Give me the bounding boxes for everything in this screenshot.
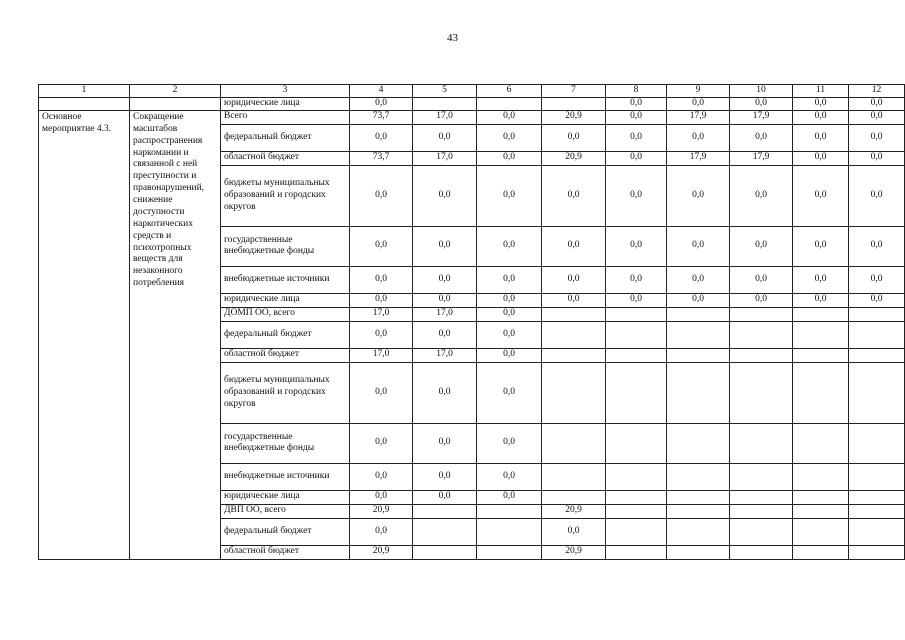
column-header: 6 [477,85,542,98]
value-cell [793,362,849,423]
value-cell [542,321,606,348]
value-cell: 0,0 [606,97,667,110]
value-cell [606,307,667,321]
column-header: 3 [221,85,350,98]
value-cell: 0,0 [793,165,849,226]
row-label: внебюджетные источники [221,463,350,490]
value-cell [849,307,905,321]
value-cell [849,348,905,362]
value-cell: 0,0 [849,266,905,293]
value-cell: 20,9 [542,504,606,518]
value-cell: 17,9 [730,151,793,165]
row-label: федеральный бюджет [221,321,350,348]
value-cell [667,423,730,463]
value-cell [849,490,905,504]
value-cell: 0,0 [849,97,905,110]
value-cell: 0,0 [477,165,542,226]
column-header: 4 [350,85,413,98]
value-cell: 17,9 [730,110,793,124]
value-cell: 17,9 [667,151,730,165]
value-cell [849,518,905,545]
value-cell: 17,0 [413,307,477,321]
value-cell: 73,7 [350,151,413,165]
row-label: федеральный бюджет [221,518,350,545]
value-cell: 0,0 [413,165,477,226]
value-cell: 0,0 [793,110,849,124]
value-cell: 0,0 [849,124,905,151]
value-cell: 0,0 [542,266,606,293]
row-label: ДОМП ОО, всего [221,307,350,321]
value-cell: 0,0 [730,124,793,151]
value-cell: 0,0 [477,226,542,266]
value-cell: 0,0 [606,151,667,165]
value-cell: 17,9 [667,110,730,124]
value-cell [542,362,606,423]
value-cell: 0,0 [413,293,477,307]
value-cell [667,518,730,545]
value-cell: 0,0 [606,110,667,124]
value-cell [793,545,849,559]
value-cell: 0,0 [542,293,606,307]
value-cell: 0,0 [350,266,413,293]
value-cell: 0,0 [542,518,606,545]
row-label: бюджеты муниципальных образований и городских округов [221,362,350,423]
value-cell [849,504,905,518]
value-cell: 0,0 [413,423,477,463]
row-label: областной бюджет [221,545,350,559]
row-label: внебюджетные источники [221,266,350,293]
value-cell [477,97,542,110]
value-cell: 17,0 [413,348,477,362]
value-cell [793,321,849,348]
value-cell [730,423,793,463]
value-cell: 17,0 [350,348,413,362]
value-cell: 0,0 [667,124,730,151]
value-cell: 0,0 [849,293,905,307]
value-cell: 17,0 [413,110,477,124]
value-cell: 0,0 [477,423,542,463]
column-header: 12 [849,85,905,98]
value-cell: 0,0 [477,490,542,504]
value-cell [793,423,849,463]
value-cell [477,504,542,518]
empty-cell [130,97,221,110]
row-label: федеральный бюджет [221,124,350,151]
value-cell [730,321,793,348]
row-label: бюджеты муниципальных образований и городских округов [221,165,350,226]
value-cell [542,423,606,463]
value-cell [730,504,793,518]
value-cell [849,423,905,463]
column-header: 5 [413,85,477,98]
value-cell: 0,0 [350,321,413,348]
value-cell [606,518,667,545]
value-cell: 0,0 [793,293,849,307]
value-cell: 0,0 [477,362,542,423]
value-cell: 0,0 [477,321,542,348]
value-cell [542,463,606,490]
value-cell: 0,0 [730,226,793,266]
value-cell: 0,0 [413,362,477,423]
value-cell: 0,0 [606,165,667,226]
value-cell [667,545,730,559]
value-cell: 0,0 [667,226,730,266]
value-cell: 0,0 [667,165,730,226]
value-cell: 0,0 [350,518,413,545]
value-cell [413,97,477,110]
activity-cell: Основное мероприятие 4.3. [39,110,130,559]
row-label: областной бюджет [221,348,350,362]
row-label: областной бюджет [221,151,350,165]
value-cell: 0,0 [413,124,477,151]
value-cell: 0,0 [730,293,793,307]
value-cell: 20,9 [350,545,413,559]
value-cell: 0,0 [849,226,905,266]
value-cell: 0,0 [793,151,849,165]
value-cell: 0,0 [730,97,793,110]
value-cell: 0,0 [606,293,667,307]
value-cell [793,518,849,545]
value-cell [606,348,667,362]
value-cell: 0,0 [413,226,477,266]
value-cell [542,97,606,110]
value-cell [667,362,730,423]
value-cell: 0,0 [350,97,413,110]
value-cell [667,348,730,362]
value-cell [849,545,905,559]
value-cell [730,518,793,545]
value-cell [542,348,606,362]
value-cell: 0,0 [667,97,730,110]
value-cell [849,463,905,490]
value-cell [606,490,667,504]
row-label: Всего [221,110,350,124]
row-label: ДВП ОО, всего [221,504,350,518]
value-cell: 0,0 [413,463,477,490]
row-label: юридические лица [221,97,350,110]
value-cell: 0,0 [477,307,542,321]
value-cell [667,463,730,490]
value-cell [667,490,730,504]
empty-cell [39,97,130,110]
value-cell: 0,0 [477,463,542,490]
value-cell: 0,0 [793,226,849,266]
row-label: юридические лица [221,293,350,307]
value-cell [793,348,849,362]
value-cell: 0,0 [849,151,905,165]
value-cell: 0,0 [350,293,413,307]
description-cell: Сокращение масштабов распространения наркомании и связанной с ней преступности и правонарушений, снижение доступности наркотических средств и психотропных веществ для незаконного потребления [130,110,221,559]
value-cell: 0,0 [793,97,849,110]
value-cell [730,362,793,423]
value-cell: 0,0 [477,266,542,293]
funding-table [38,84,905,560]
column-header: 10 [730,85,793,98]
value-cell [606,362,667,423]
value-cell: 0,0 [606,266,667,293]
value-cell: 17,0 [350,307,413,321]
page-number: 43 [447,32,458,44]
value-cell: 20,9 [350,504,413,518]
value-cell [793,463,849,490]
value-cell: 0,0 [477,293,542,307]
column-header: 8 [606,85,667,98]
value-cell: 0,0 [667,266,730,293]
value-cell [542,307,606,321]
value-cell [667,504,730,518]
value-cell [793,307,849,321]
value-cell [413,545,477,559]
value-cell: 0,0 [730,266,793,293]
value-cell [849,321,905,348]
value-cell: 17,0 [413,151,477,165]
row-label: юридические лица [221,490,350,504]
value-cell [793,504,849,518]
value-cell: 20,9 [542,545,606,559]
value-cell [730,545,793,559]
value-cell [730,307,793,321]
table-row [39,97,905,110]
column-header: 7 [542,85,606,98]
value-cell: 0,0 [542,226,606,266]
value-cell [730,490,793,504]
value-cell: 0,0 [730,165,793,226]
value-cell: 0,0 [542,124,606,151]
value-cell: 0,0 [350,490,413,504]
value-cell: 0,0 [849,165,905,226]
value-cell: 0,0 [477,110,542,124]
value-cell: 0,0 [542,165,606,226]
value-cell [477,518,542,545]
value-cell: 0,0 [606,124,667,151]
value-cell [606,321,667,348]
value-cell: 0,0 [350,124,413,151]
column-header: 9 [667,85,730,98]
value-cell [730,463,793,490]
value-cell: 0,0 [413,490,477,504]
value-cell: 20,9 [542,151,606,165]
value-cell: 0,0 [413,266,477,293]
value-cell: 0,0 [350,423,413,463]
value-cell [667,321,730,348]
value-cell: 0,0 [477,348,542,362]
value-cell [793,490,849,504]
column-header: 11 [793,85,849,98]
value-cell: 0,0 [477,124,542,151]
value-cell: 0,0 [413,321,477,348]
value-cell [413,518,477,545]
row-label: государственные внебюджетные фонды [221,423,350,463]
value-cell: 0,0 [477,151,542,165]
column-header: 2 [130,85,221,98]
value-cell [606,545,667,559]
value-cell: 0,0 [606,226,667,266]
value-cell: 73,7 [350,110,413,124]
value-cell [542,490,606,504]
table-row [39,110,905,124]
value-cell: 0,0 [350,165,413,226]
value-cell: 0,0 [793,124,849,151]
value-cell [849,362,905,423]
value-cell: 0,0 [350,362,413,423]
value-cell [667,307,730,321]
table-body [39,85,905,560]
value-cell: 0,0 [350,463,413,490]
value-cell: 0,0 [849,110,905,124]
value-cell [606,423,667,463]
column-header: 1 [39,85,130,98]
value-cell [413,504,477,518]
row-label: государственные внебюджетные фонды [221,226,350,266]
value-cell: 0,0 [667,293,730,307]
value-cell: 0,0 [793,266,849,293]
value-cell [730,348,793,362]
value-cell: 0,0 [350,226,413,266]
value-cell: 20,9 [542,110,606,124]
value-cell [606,463,667,490]
value-cell [606,504,667,518]
header-row [39,85,905,98]
value-cell [477,545,542,559]
